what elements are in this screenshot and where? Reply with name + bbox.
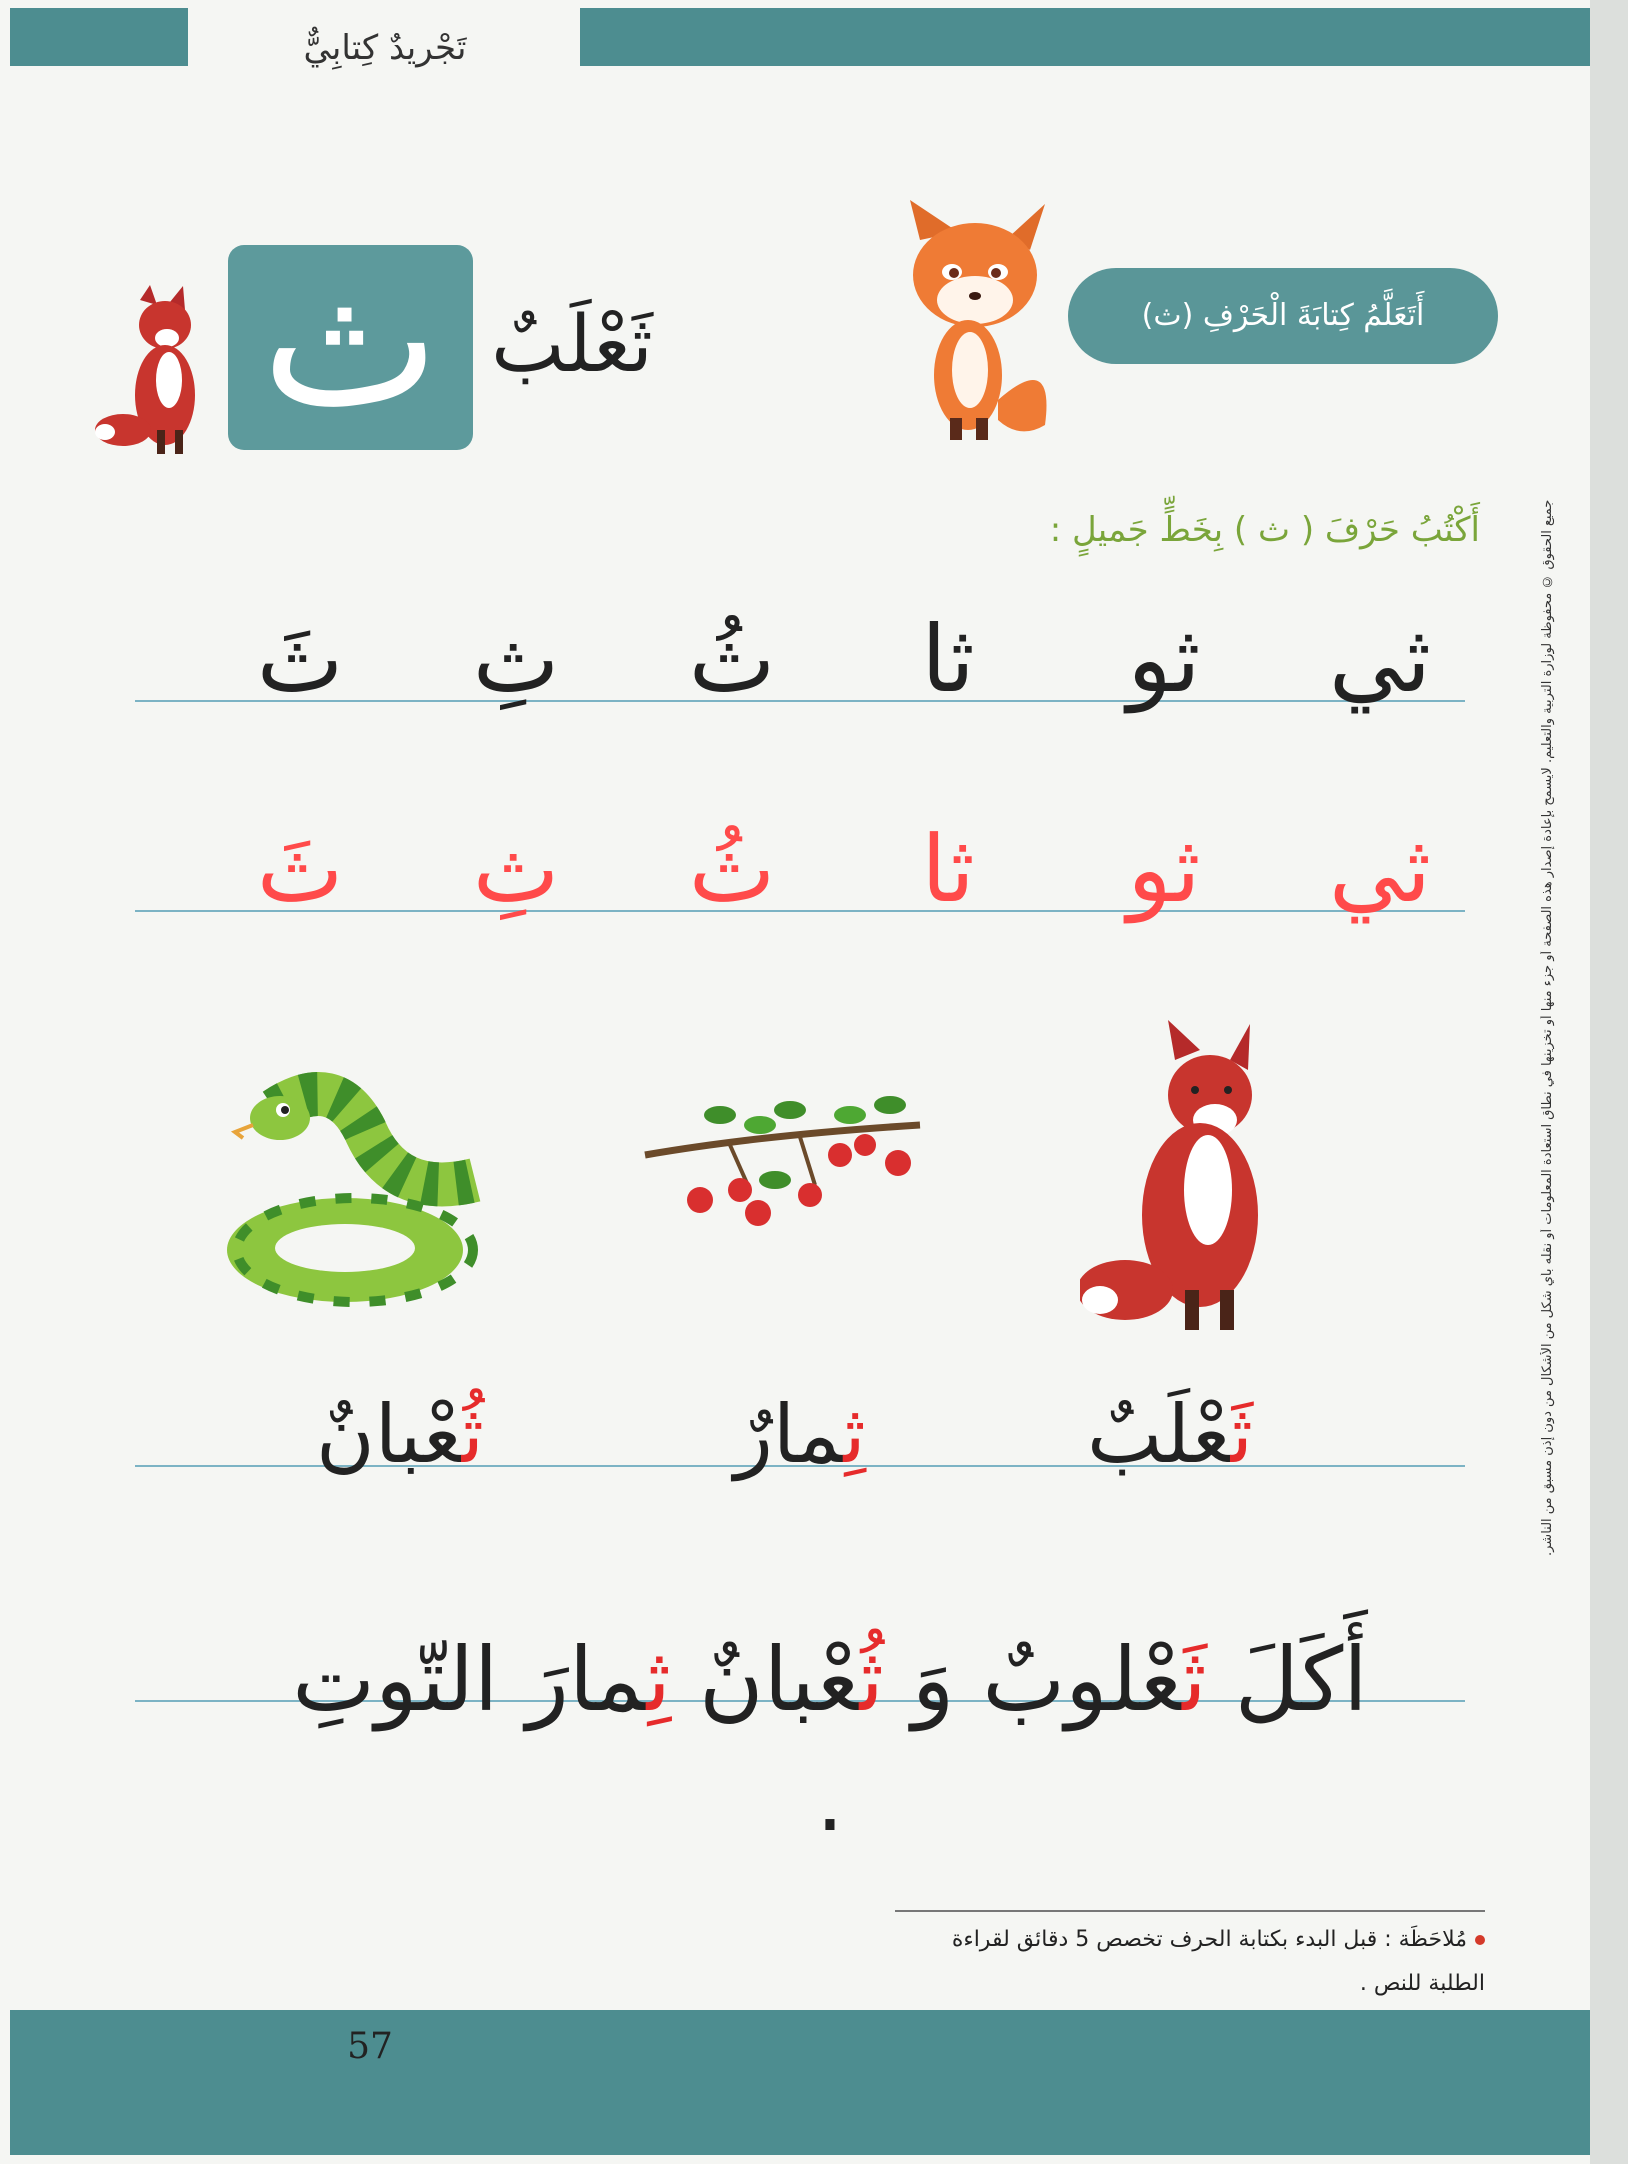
syllables-trace-row xyxy=(200,810,1480,930)
word-fruits-highlight: ثِ xyxy=(843,1388,866,1481)
teacher-note xyxy=(895,1918,1485,1996)
syllable-trace: ثِ xyxy=(472,816,560,923)
syllable-model: ثو xyxy=(1127,606,1201,713)
syllables-model-row xyxy=(200,600,1480,720)
word-fox-highlight: ثَ xyxy=(1230,1388,1253,1481)
cartoon-fox-illustration xyxy=(880,200,1065,445)
bullet-icon xyxy=(1475,1935,1485,1945)
binding-strip xyxy=(1590,0,1628,2164)
note-divider xyxy=(895,1910,1485,1912)
sentence-part: عْبانٌ xyxy=(671,1628,860,1731)
syllable-trace: ثو xyxy=(1127,816,1201,923)
syllable-trace: ثَ xyxy=(256,816,344,923)
snake-illustration xyxy=(215,1070,505,1310)
sentence-part: أَكَلَ xyxy=(1206,1628,1368,1731)
bottom-band xyxy=(10,2010,1590,2155)
section-tag: تَجْريدٌ كِتابِيٌّ xyxy=(303,28,467,68)
word-fox xyxy=(1050,1375,1290,1495)
top-band-left xyxy=(10,8,188,66)
word-fruits xyxy=(680,1375,920,1495)
word-fox-rest: عْلَبٌ xyxy=(1087,1388,1231,1481)
sentence-part: مارَ التّوتِ . xyxy=(292,1628,844,1851)
instruction-text: أَكْتُبُ حَرْفَ ( ث ) بِخَطٍّ جَميلٍ : xyxy=(1049,510,1480,550)
syllable-model: ثا xyxy=(921,606,975,713)
featured-keyword: ثَعْلَبٌ xyxy=(491,300,653,390)
syllable-trace: ثُ xyxy=(688,816,776,923)
sentence-highlight: ثَ xyxy=(1182,1628,1207,1731)
syllable-model: ثُ xyxy=(688,606,776,713)
copyright-notice: جميع الحقوق © محفوظة لوزارة التربية والتعليم. لايسمح بإعادة إصدار هذه الصفحة أو جزء منها أو تخزينها في نطاق استعادة المعلومات أو نقله بأي شكل من الأشكال من دون إذن مسبق من الناشر. xyxy=(1540,500,1555,1557)
sentence-part: عْلوبٌ وَ xyxy=(883,1628,1183,1731)
berry-branch-illustration xyxy=(640,1085,930,1235)
syllable-model: ثَ xyxy=(256,606,344,713)
top-band-right xyxy=(580,8,1590,66)
sentence-highlight: ثِ xyxy=(646,1628,672,1731)
syllable-trace: ثا xyxy=(921,816,975,923)
lesson-title-pill: أَتَعَلَّمُ كِتابَةَ الْحَرْفِ (ث) xyxy=(1068,268,1498,364)
word-fruits-rest: مارٌ xyxy=(734,1388,844,1481)
practice-sentence xyxy=(290,1620,1370,1851)
red-fox-illustration xyxy=(1080,1020,1290,1340)
page-number: 57 xyxy=(347,2026,393,2067)
small-fox-illustration xyxy=(95,280,220,460)
word-snake xyxy=(280,1375,520,1495)
word-snake-highlight: ثُ xyxy=(461,1388,485,1481)
sentence-highlight: ثُ xyxy=(859,1628,884,1731)
word-snake-rest: عْبانٌ xyxy=(315,1388,462,1481)
syllable-trace: ثي xyxy=(1328,816,1432,923)
featured-letter: ث xyxy=(228,245,473,450)
syllable-model: ثي xyxy=(1328,606,1432,713)
syllable-model: ثِ xyxy=(472,606,560,713)
teacher-note-text: مُلاحَظَة : قبل البدء بكتابة الحرف تخصص 5 دقائق لقراءة الطلبة للنص . xyxy=(951,1927,1485,1996)
